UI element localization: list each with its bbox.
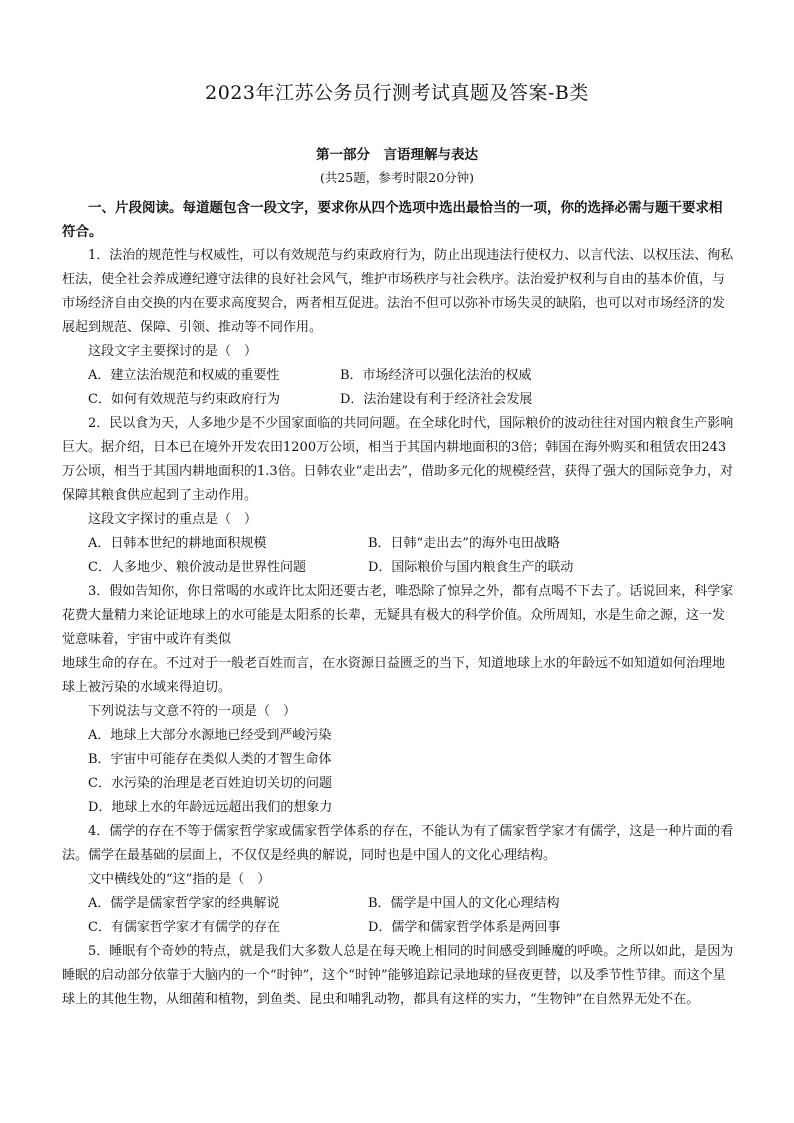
question-4-option-a: A．儒学是儒家哲学家的经典解说 <box>88 896 280 911</box>
question-3-stem: 下列说法与文意不符的一项是（ ） <box>88 704 297 719</box>
question-2-options-row-2 <box>62 556 734 580</box>
question-1-option-d: D．法治建设有利于经济社会发展 <box>340 392 533 407</box>
question-4-option-c: C．有儒家哲学家才有儒学的存在 <box>88 920 280 935</box>
document-title: 2023年江苏公务员行测考试真题及答案-B类 <box>205 82 589 104</box>
question-2-option-a: A．日韩本世纪的耕地面积规模 <box>88 536 267 551</box>
question-1-stem: 这段文字主要探讨的是（ ） <box>88 344 258 359</box>
question-4-option-b: B．儒学是中国人的文化心理结构 <box>368 896 560 911</box>
question-3-passage-part-2: 地球生命的存在。不过对于一般老百姓而言，在水资源日益匮乏的当下，知道地球上水的年龄远不如知道如何治理地球上被污染的水域来得迫切。 <box>62 656 726 695</box>
question-4-option-d: D．儒学和儒家哲学体系是两回事 <box>368 920 561 935</box>
question-1-option-a: A．建立法治规范和权威的重要性 <box>88 368 280 383</box>
question-1-option-b: B．市场经济可以强化法治的权威 <box>340 368 532 383</box>
question-1-options-row-1 <box>62 364 734 388</box>
question-1-option-c: C．如何有效规范与约束政府行为 <box>88 392 280 407</box>
question-2-option-d: D．国际粮价与国内粮食生产的联动 <box>368 560 574 575</box>
question-3-option-d: D．地球上水的年龄远远超出我们的想象力 <box>88 800 333 815</box>
section-title: 第一部分 言语理解与表达 <box>316 147 478 163</box>
question-1-options-row-2 <box>62 388 734 412</box>
question-3-option-b: B．宇宙中可能存在类似人类的才智生命体 <box>88 752 332 767</box>
question-3-option-a: A．地球上大部分水源地已经受到严峻污染 <box>88 728 332 743</box>
question-3-option-c: C．水污染的治理是老百姓迫切关切的问题 <box>88 776 332 791</box>
question-2-stem: 这段文字探讨的重点是（ ） <box>88 512 258 527</box>
question-2-option-c: C．人多地少、粮价波动是世界性问题 <box>88 560 306 575</box>
question-5-passage: 5．睡眠有个奇妙的特点，就是我们大多数人总是在每天晚上相同的时间感受到睡魔的呼唤。之所以如此，是因为睡眠的启动部分依靠于大脑内的一个“时钟”，这个“时钟”能够追踪记录地球的昼夜更替，以及季节性节律。而这个星球上的其他生物，从细菌和植物，到鱼类、昆虫和哺乳动物，都具有这样的实力，“生物钟”在自然界无处不在。 <box>62 944 734 1007</box>
question-3-passage-part-1: 3．假如告知你，你日常喝的水或许比太阳还要古老，唯恐除了惊异之外，都有点喝不下去了。话说回来，科学家花费大量精力来论证地球上的水可能是太阳系的长辈，无疑具有极大的科学价值。众所周知，水是生命之源，这一发觉意味着，宇宙中或许有类似 <box>62 584 734 647</box>
question-2-option-b: B．日韩“走出去”的海外屯田战略 <box>368 536 560 551</box>
instruction: 一、片段阅读。每道题包含一段文字，要求你从四个选项中选出最恰当的一项，你的选择必需与题干要求相符合。 <box>62 200 723 240</box>
question-4-stem: 文中横线处的“这”指的是（ ） <box>88 872 271 887</box>
section-note: (共25题，参考时限20分钟) <box>319 170 475 185</box>
question-1-passage: 1．法治的规范性与权威性，可以有效规范与约束政府行为，防止出现违法行使权力、以言代法、以权压法、徇私枉法，使全社会养成遵纪遵守法律的良好社会风气，维护市场秩序与社会秩序。法治爱护权利与自由的基本价值，与市场经济自由交换的内在要求高度契合，两者相互促进。法治不但可以弥补市场失灵的缺陷，也可以对市场经济的发展起到规范、保障、引领、推动等不同作用。 <box>62 248 734 335</box>
document-body <box>62 196 734 1012</box>
question-2-passage: 2．民以食为天，人多地少是不少国家面临的共同问题。在全球化时代，国际粮价的波动往往对国内粮食生产影响巨大。据介绍，日本已在境外开发农田1200万公顷，相当于其国内耕地面积的3倍；韩国在海外购买和租赁农田243万公顷，相当于其国内耕地面积的1.3倍。日韩农业“走出去”，借助多元化的规模经营，获得了强大的国际竞争力，对保障其粮食供应起到了主动作用。 <box>62 416 734 503</box>
question-4-passage: 4．儒学的存在不等于儒家哲学家或儒家哲学体系的存在，不能认为有了儒家哲学家才有儒学，这是一种片面的看法。儒学在最基础的层面上，不仅仅是经典的解说，同时也是中国人的文化心理结构。 <box>62 824 734 863</box>
question-4-options-row-1 <box>62 892 734 916</box>
question-2-options-row-1 <box>62 532 734 556</box>
question-4-options-row-2 <box>62 916 734 940</box>
